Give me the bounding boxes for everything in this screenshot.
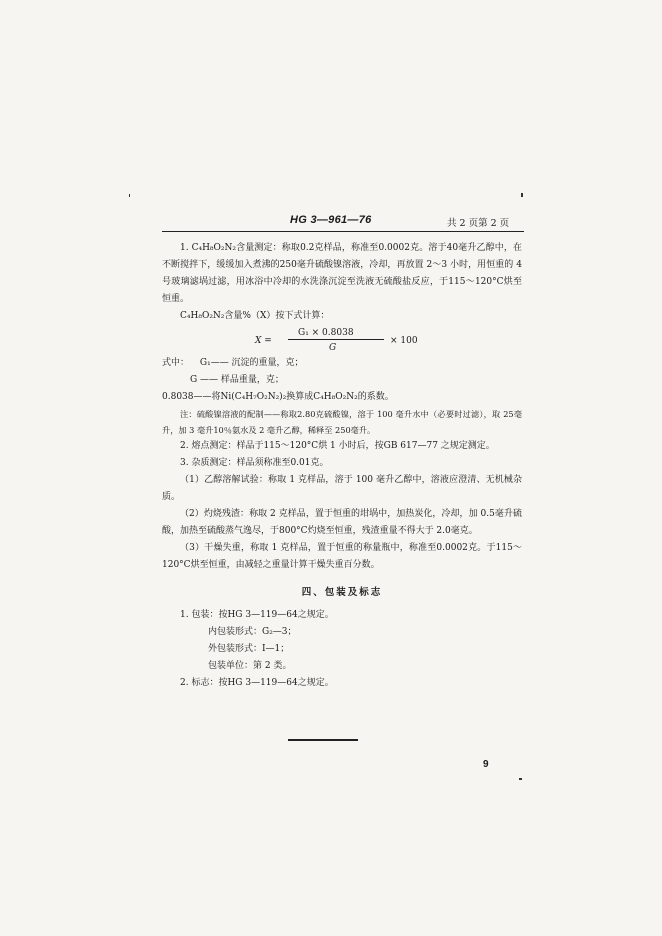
reagent-note: 注：硫酸镍溶液的配制——称取2.80克硫酸镍，溶于 100 毫升水中（必要时过滤），取 25毫升，加 3 毫升10％氨水及 2 毫升乙醇，稀释至 250毫升。 [162, 409, 522, 435]
section-4-title: 四、包装及标志 [301, 587, 383, 598]
page-number: 9 [483, 759, 489, 770]
item-3-impurities: 3. 杂质测定：样品须称准至0.01克。 [180, 458, 329, 468]
formula-intro: C₄H₈O₂N₂含量%（X）按下式计算： [180, 311, 330, 321]
standard-number: HG 3—961—76 [290, 214, 372, 226]
formula-numerator: G₁ × 0.8038 [298, 328, 354, 338]
formula-lhs: X = [255, 336, 272, 346]
packaging-1: 1. 包装：按HG 3—119—64之规定。 [180, 610, 334, 620]
marking-2: 2. 标志：按HG 3—119—64之规定。 [180, 678, 334, 688]
packaging-unit: 包装单位：第 2 类。 [208, 661, 292, 671]
assay-formula [162, 327, 522, 353]
def-g1: G₁—— 沉淀的重量，克； [199, 358, 304, 368]
header-divider [162, 231, 524, 232]
item-3-1-ethanol-solubility: （1）乙醇溶解试验：称取 1 克样品，溶于 100 毫升乙醇中，溶液应澄清、无机械杂质。 [162, 475, 522, 502]
formula-definitions [162, 355, 522, 406]
def-factor: 0.8038——将Ni(C₄H₇O₂N₂)₂换算成C₄H₈O₂N₂的系数。 [162, 392, 394, 402]
def-g: G —— 样品重量，克； [190, 375, 284, 385]
formula-rhs: × 100 [390, 336, 418, 346]
end-divider [288, 739, 358, 741]
defs-intro: 式中： G₁—— 沉淀的重量，克； [162, 358, 304, 368]
document-body [162, 240, 522, 692]
scan-speck [521, 193, 523, 197]
item-2-melting-point: 2. 熔点测定：样品于115～120°C烘 1 小时后，按GB 617—77 之规定测定。 [180, 441, 495, 451]
item-1-assay: 1. C₄H₈O₂N₂含量测定：称取0.2克样品，称准至0.0002克。溶于40毫升乙醇中，在不断搅拌下，缓缓加入煮沸的250毫升硫酸镍溶液，冷却，再放置 2～3 小时，用恒重的 4 号玻璃滤埚过滤，用冰浴中冷却的水洗涤沉淀至洗液无硫酸盐反应，于115～120°C烘至恒重。 [162, 243, 522, 304]
page-info: 共 2 页第 2 页 [447, 218, 510, 229]
packaging-outer: 外包装形式：Ⅰ—1； [208, 644, 290, 654]
item-3-2-ignition-residue: （2）灼烧残渣：称取 2 克样品，置于恒重的坩埚中，加热炭化，冷却，加 0.5毫升硫酸，加热至硫酸蒸气逸尽，于800°C灼烧至恒重，残渣重量不得大于 2.0毫克。 [162, 509, 522, 536]
item-3-3-drying-loss: （3）干燥失重，称取 1 克样品，置于恒重的称量瓶中，称准至0.0002克。于115～120°C烘至恒重，由减轻之重量计算干燥失重百分数。 [162, 543, 522, 570]
scan-speck [129, 194, 130, 197]
formula-denominator: G [329, 343, 337, 353]
packaging-inner: 内包装形式：G₂—3； [208, 627, 297, 637]
scan-speck [519, 778, 522, 780]
